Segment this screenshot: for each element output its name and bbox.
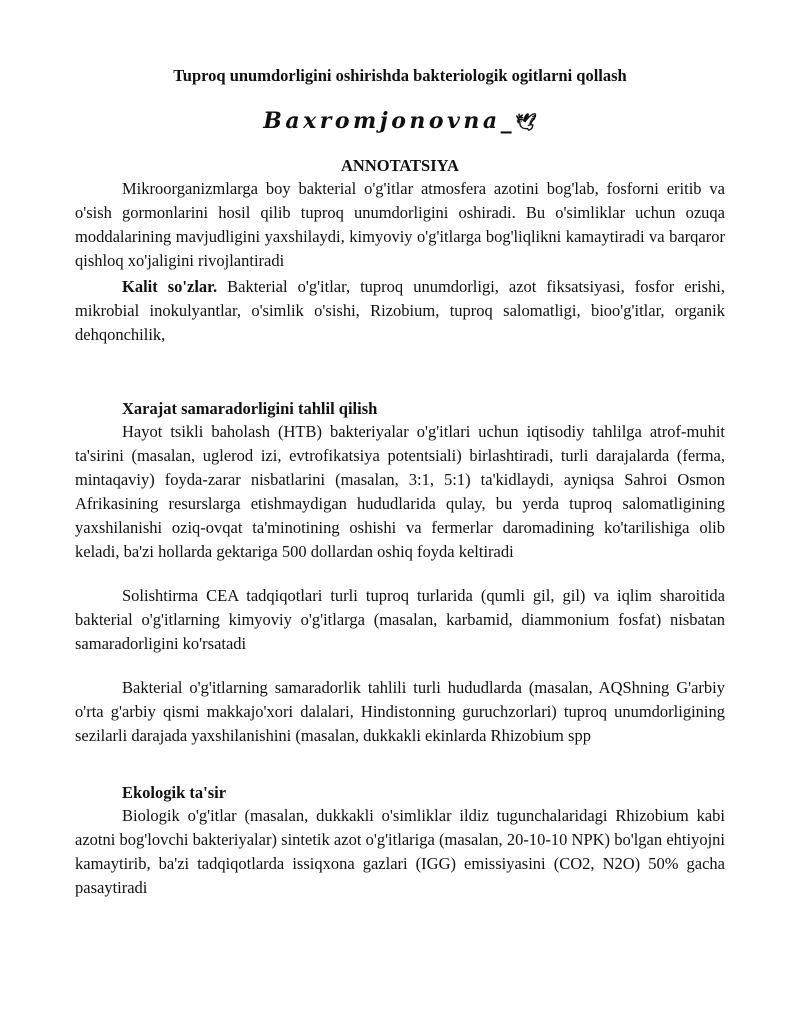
document-title: Tuproq unumdorligini oshirishda bakteriologik ogitlarni qollash [173,66,627,85]
section-heading-ecology: Ekologik ta'sir [122,783,227,802]
section-cost-para-3: Bakterial o'g'itlarning samaradorlik tahlili turli hududlarda (masalan, AQShning G'arbiy o'rta g'arbiy qismi makkajo'xori dalalari, Hindistonning guruchzorlari) tuproq unumdorligining sezilarli darajada yaxshilanishini (masalan, dukkakli ekinlarda Rhizobium spp [75,678,725,745]
keywords-paragraph [75,275,725,347]
section-cost-para-1: Hayot tsikli baholash (HTB) bakteriyalar o'g'itlari uchun iqtisodiy tahlilga atrof-muhit ta'sirini (masalan, uglerod izi, evtrofikatsiya potentsiali) birlashtiradi, turli darajalarda (ferma, mintaqaviy) foyda-zarar nisbatlarini (masalan, 3:1, 5:1) ta'kidlaydi, ayniqsa Sahroi Osmon Afrikasining resurslarga etishmaydigan hududlarida qulay, bu yerda tuproq salomatligining yaxshilanishi oziq-ovqat ta'minotining oshishi va fermerlar daromadining ko'tarilishiga olib keladi, ba'zi hollarda gektariga 500 dollardan oshiq foyda keltiradi [75,422,725,561]
abstract-text: Mikroorganizmlarga boy bakterial o'g'itlar atmosfera azotini bog'lab, fosforni eritib va o'sish gormonlarini hosil qilib tuproq unumdorligini oshiradi. Bu o'simliklar uchun ozuqa moddalarining mavjudligini yaxshilaydi, kimyoviy o'g'itlarga bog'liqlikni kamaytiradi va barqaror qishloq xo'jaligini rivojlantiradi [75,179,725,270]
section-ecology-para-1: Biologik o'g'itlar (masalan, dukkakli o'simliklar ildiz tugunchalaridagi Rhizobium kabi azotni bog'lovchi bakteriyalar) sintetik azot o'g'itlariga (masalan, 20-10-10 NPK) bo'lgan ehtiyojni kamaytirib, ba'zi tadqiqotlarda issiqxona gazlari (IGG) emissiyasini (CO2, N2O) 50% gacha pasaytiradi [75,806,725,897]
keywords-text: Bakterial o'g'itlar, tuproq unumdorligi, azot fiksatsiyasi, fosfor erishi, mikrobial inokulyantlar, o'simlik o'sishi, Rizobium, tuproq salomatligi, bioo'g'itlar, organik dehqonchilik, [75,277,725,344]
section-heading-cost: Xarajat samaradorligini tahlil qilish [122,399,378,418]
author-signature [75,107,725,137]
author-name: Baxromjonovna_ [263,108,516,134]
section-cost-para-2: Solishtirma CEA tadqiqotlari turli tuproq turlarida (qumli gil, gil) va iqlim sharoitida bakterial o'g'itlarning kimyoviy o'g'itlarga (masalan, karbamid, diammonium fosfat) nisbatan samaradorligini ko'rsatadi [75,586,725,653]
keywords-label: Kalit so'zlar. [122,277,218,296]
document-page [75,60,725,900]
abstract-heading: ANNOTATSIYA [341,156,459,175]
dove-icon: 🕊 [515,113,537,133]
